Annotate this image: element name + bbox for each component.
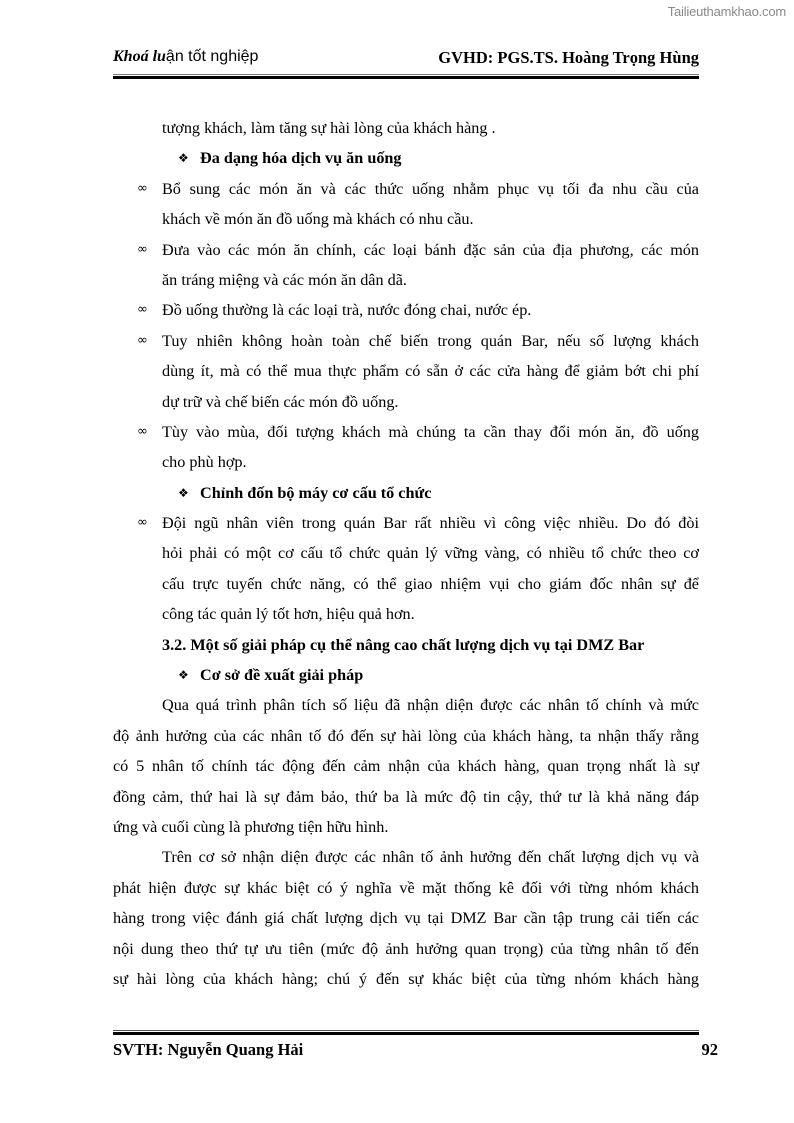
list-item-text: Bổ sung các món ăn và các thức uống nhằm phục vụ tối đa nhu cầu của	[162, 179, 699, 198]
header-rule	[113, 74, 699, 79]
paragraph-line: phát hiện được sự khác biệt có ý nghĩa về mặt thống kê đối với từng nhóm khách	[113, 878, 699, 897]
list-item-text: Đưa vào các món ăn chính, các loại bánh đặc sản của địa phương, các món	[162, 240, 699, 259]
paragraph-line: sự hài lòng của khách hàng; chú ý đến sự khác biệt của từng nhóm khách hàng	[113, 969, 699, 988]
diamond-bullet-icon: ❖	[178, 485, 189, 500]
header-document-type-italic: Khoá lu	[113, 48, 166, 65]
header-advisor: GVHD: PGS.TS. Hoàng Trọng Hùng	[438, 48, 699, 67]
list-item-continuation: dùng ít, mà có thể mua thực phẩm có sẵn ở các cửa hàng để giảm bớt chi phí	[162, 362, 699, 381]
subheading-diversify-food-service	[113, 143, 699, 173]
footer-rule	[113, 1030, 699, 1035]
list-item-text: Đồ uống thường là các loại trà, nước đóng chai, nước ép.	[162, 301, 532, 320]
list-item	[113, 174, 699, 204]
list-item-continuation: cấu trực tuyến chức năng, có thể giao nhiệm vụi cho giám đốc nhân sự để	[162, 574, 699, 593]
section-title-3-2: 3.2. Một số giải pháp cụ thể nâng cao chất lượng dịch vụ tại DMZ Bar	[162, 635, 645, 654]
list-item-continuation: hỏi phải có một cơ cấu tổ chức quản lý vững vàng, có nhiều tổ chức theo cơ	[162, 544, 699, 563]
subheading-text: Chỉnh đốn bộ máy cơ cấu tổ chức	[200, 483, 432, 502]
list-item-text: Tùy vào mùa, đối tượng khách mà chúng ta cần thay đổi món ăn, đồ uống	[162, 422, 699, 441]
footer-author: SVTH: Nguyễn Quang Hải	[113, 1040, 304, 1059]
paragraph-line: độ ảnh hưởng của các nhân tố đó đến sự hài lòng của khách hàng, ta nhận thấy rằng	[113, 726, 699, 745]
diamond-bullet-icon: ❖	[178, 151, 189, 166]
list-item-text: Đội ngũ nhân viên trong quán Bar rất nhiều vì công việc nhiều. Do đó đòi	[162, 514, 699, 533]
infinity-bullet-icon: ∞	[137, 423, 148, 439]
paragraph-line: nội dung theo thứ tự ưu tiên (mức độ ảnh hưởng quan trọng) của từng nhân tố đến	[113, 939, 699, 958]
header-document-type	[113, 48, 258, 66]
list-item-continuation: cho phù hợp.	[162, 453, 247, 472]
paragraph-line: Trên cơ sở nhận diện được các nhân tố ảnh hưởng đến chất lượng dịch vụ và	[162, 848, 699, 867]
list-item	[113, 295, 699, 325]
subheading-restructure-organization	[113, 478, 699, 508]
header-document-type-rest: ận tốt nghiệp	[165, 48, 259, 65]
paragraph-line: hàng trong việc đánh giá chất lượng dịch vụ tại DMZ Bar cần tập trung cải tiến các	[113, 909, 699, 928]
list-item-text: Tuy nhiên không hoàn toàn chế biến trong quán Bar, nếu số lượng khách	[162, 331, 699, 350]
subheading-text: Cơ sở đề xuất giải pháp	[200, 666, 364, 685]
subheading-text: Đa dạng hóa dịch vụ ăn uống	[200, 149, 402, 168]
paragraph-line: Qua quá trình phân tích số liệu đã nhận diện được các nhân tố chính và mức	[162, 696, 699, 715]
subheading-basis-for-solutions	[113, 660, 699, 690]
diamond-bullet-icon: ❖	[178, 668, 189, 683]
list-item-continuation: dự trữ và chế biến các món đồ uống.	[162, 392, 399, 411]
infinity-bullet-icon: ∞	[137, 302, 148, 318]
list-item-continuation: khách về món ăn đồ uống mà khách có nhu cầu.	[162, 210, 474, 229]
paragraph-line: đồng cảm, thứ hai là sự đảm bảo, thứ ba là mức độ tin cậy, thứ tư là khả năng đáp	[113, 787, 699, 806]
header-rule-thick	[113, 76, 699, 79]
paragraph-continuation: tượng khách, làm tăng sự hài lòng của khách hàng .	[162, 119, 496, 137]
list-item	[113, 326, 699, 356]
infinity-bullet-icon: ∞	[137, 332, 148, 348]
list-item	[113, 235, 699, 265]
list-item-continuation: ăn tráng miệng và các món ăn dân dã.	[162, 270, 407, 289]
page-number: 92	[701, 1040, 718, 1059]
page-header	[113, 48, 699, 72]
paragraph-line: ứng và cuối cùng là phương tiện hữu hình.	[113, 817, 389, 836]
infinity-bullet-icon: ∞	[137, 180, 148, 196]
footer-rule-thick	[113, 1032, 699, 1035]
page-footer	[113, 1040, 718, 1060]
list-item-continuation: công tác quản lý tốt hơn, hiệu quả hơn.	[162, 605, 415, 624]
watermark: Tailieuthamkhao.com	[667, 4, 786, 19]
list-item	[113, 508, 699, 538]
infinity-bullet-icon: ∞	[137, 241, 148, 257]
infinity-bullet-icon: ∞	[137, 515, 148, 531]
paragraph-line: có 5 nhân tố chính tác động đến cảm nhận của khách hàng, quan trọng nhất là sự	[113, 757, 699, 776]
list-item	[113, 417, 699, 447]
page-body	[113, 113, 699, 994]
